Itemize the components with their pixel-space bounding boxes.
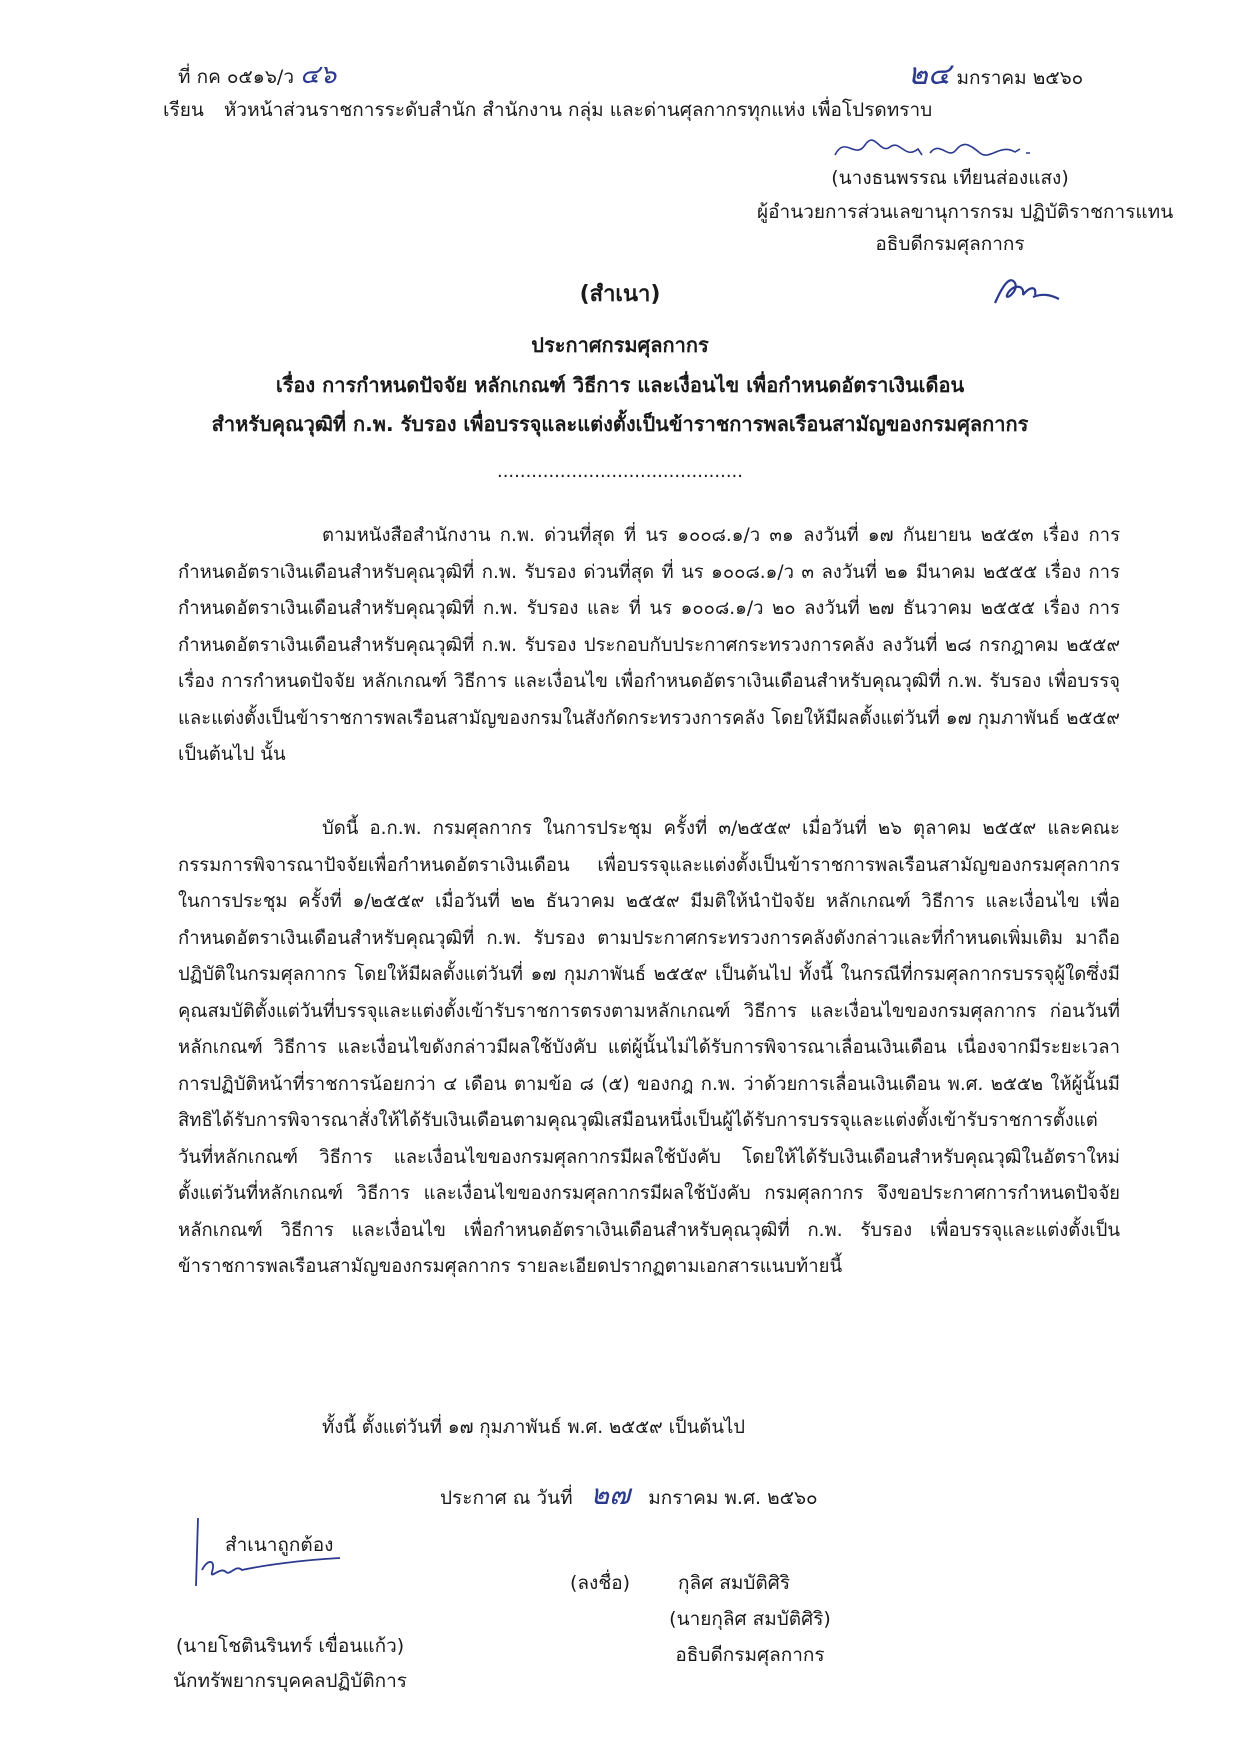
document-date: ๒๔ มกราคม ๒๕๖๐ [908,57,1084,92]
body-paragraph-1: ตามหนังสือสำนักงาน ก.พ. ด่วนที่สุด ที่ นร ๑๐๐๘.๑/ว ๓๑ ลงวันที่ ๑๗ กันยายน ๒๕๕๓ เรื่อง การกำหนดอัตราเงินเดือนสำหรับคุณวุฒิที่ ก.พ. รับรอง ด่วนที่สุด ที่ นร ๑๐๐๘.๑/ว ๓ ลงวันที่ ๒๑ มีนาคม ๒๕๕๕ เรื่อง การกำหนดอัตราเงินเดือนสำหรับคุณวุฒิที่ ก.พ. รับรอง และ ที่ นร ๑๐๐๘.๑/ว ๒๐ ลงวันที่ ๒๗ ธันวาคม ๒๕๕๕ เรื่อง การกำหนดอัตราเงินเดือนสำหรับคุณวุฒิที่ ก.พ. รับรอง ประกอบกับประกาศกระทรวงการคลัง ลงวันที่ ๒๘ กรกฎาคม ๒๕๕๙ เรื่อง การกำหนดปัจจัย หลักเกณฑ์ วิธีการ และเงื่อนไข เพื่อกำหนดอัตราเงินเดือนสำหรับคุณวุฒิที่ ก.พ. รับรอง เพื่อบรรจุและแต่งตั้งเป็นข้าราชการพลเรือนสามัญของกรมในสังกัดกระทรวงการคลัง โดยให้มีผลตั้งแต่วันที่ ๑๗ กุมภาพันธ์ ๒๕๕๙ เป็นต้นไป นั้น [178,525,1120,765]
signed-label: (ลงชื่อ) [570,1572,631,1594]
recipient-text: หัวหน้าส่วนราชการระดับสำนัก สำนักงาน กลุ่ม และด่านศุลกากรทุกแห่ง เพื่อโปรดทราบ [223,99,933,121]
recipient-label: เรียน [163,99,204,121]
announcement-date: ประกาศ ณ วันที่ ๒๗ มกราคม พ.ศ. ๒๕๖๐ [440,1478,818,1511]
announcement-subject-line1: เรื่อง การกำหนดปัจจัย หลักเกณฑ์ วิธีการ และเงื่อนไข เพื่อกำหนดอัตราเงินเดือน [275,373,965,397]
approver-name: (นางธนพรรณ เทียนส่องแสง) [831,167,1069,189]
handwritten-ref-number: ๔๖ [300,60,337,90]
announcement-title: ประกาศกรมศุลกากร [531,333,709,357]
signatory-position: อธิบดีกรมศุลกากร [675,1644,825,1666]
handwritten-date-day: ๒๔ [908,57,951,92]
title-divider: ........................................... [496,461,744,482]
handwritten-announcement-day: ๒๗ [590,1478,631,1511]
signed-name: กุลิศ สมบัติศิริ [678,1572,791,1594]
copy-mark: (สำเนา) [579,282,661,307]
approver-position-line2: อธิบดีกรมศุลกากร [875,233,1025,255]
body-paragraph-3: ทั้งนี้ ตั้งแต่วันที่ ๑๗ กุมภาพันธ์ พ.ศ. ๒๕๕๙ เป็นต้นไป [322,1417,746,1438]
signatory-name: (นายกุลิศ สมบัติศิริ) [669,1608,831,1630]
certified-copy-label: สำเนาถูกต้อง [225,1534,334,1556]
certified-copy-name: (นายโชตินรินทร์ เขื่อนแก้ว) [175,1635,405,1657]
recipient-line [163,97,932,123]
body-paragraph-2: บัดนี้ อ.ก.พ. กรมศุลกากร ในการประชุม ครั้งที่ ๓/๒๕๕๙ เมื่อวันที่ ๒๖ ตุลาคม ๒๕๕๙ และคณะกรรมการพิจารณาปัจจัยเพื่อกำหนดอัตราเงินเดือน เพื่อบรรจุและแต่งตั้งเป็นข้าราชการพลเรือนสามัญของกรมศุลกากร ในการประชุม ครั้งที่ ๑/๒๕๕๙ เมื่อวันที่ ๒๒ ธันวาคม ๒๕๕๙ มีมติให้นำปัจจัย หลักเกณฑ์ วิธีการ และเงื่อนไข เพื่อกำหนดอัตราเงินเดือนสำหรับคุณวุฒิที่ ก.พ. รับรอง ตามประกาศกระทรวงการคลังดังกล่าวและที่กำหนดเพิ่มเติม มาถือปฏิบัติในกรมศุลกากร โดยให้มีผลตั้งแต่วันที่ ๑๗ กุมภาพันธ์ ๒๕๕๙ เป็นต้นไป ทั้งนี้ ในกรณีที่กรมศุลกากรบรรจุผู้ใดซึ่งมีคุณสมบัติตั้งแต่วันที่บรรจุและแต่งตั้งเข้ารับราชการตรงตามหลักเกณฑ์ วิธีการ และเงื่อนไขของกรมศุลกากร ก่อนวันที่หลักเกณฑ์ วิธีการ และเงื่อนไขดังกล่าวมีผลใช้บังคับ แต่ผู้นั้นไม่ได้รับการพิจารณาเลื่อนเงินเดือน เนื่องจากมีระยะเวลาการปฏิบัติหน้าที่ราชการน้อยกว่า ๔ เดือน ตามข้อ ๘ (๕) ของกฎ ก.พ. ว่าด้วยการเลื่อนเงินเดือน พ.ศ. ๒๕๕๒ ให้ผู้นั้นมีสิทธิได้รับการพิจารณาสั่งให้ได้รับเงินเดือนตามคุณวุฒิเสมือนหนึ่งเป็นผู้ได้รับการบรรจุและแต่งตั้งเข้ารับราชการตั้งแต่วันที่หลักเกณฑ์ วิธีการ และเงื่อนไขของกรมศุลกากรมีผลใช้บังคับ โดยให้ได้รับเงินเดือนสำหรับคุณวุฒิในอัตราใหม่ ตั้งแต่วันที่หลักเกณฑ์ วิธีการ และเงื่อนไขของกรมศุลกากรมีผลใช้บังคับ กรมศุลกากร จึงขอประกาศการกำหนดปัจจัย หลักเกณฑ์ วิธีการ และเงื่อนไข เพื่อกำหนดอัตราเงินเดือนสำหรับคุณวุฒิที่ ก.พ. รับรอง เพื่อบรรจุและแต่งตั้งเป็นข้าราชการพลเรือนสามัญของกรมศุลกากร รายละเอียดปรากฏตามเอกสารแนบท้ายนี้ [178,818,1120,1277]
reference-number: ที่ กค ๐๕๑๖/ว ๔๖ [178,60,337,90]
approver-position-line1: ผู้อำนวยการส่วนเลขานุการกรม ปฏิบัติราชการแทน [757,201,1174,223]
certified-copy-position: นักทรัพยากรบุคคลปฏิบัติการ [173,1670,407,1692]
announcement-subject-line2: สำหรับคุณวุฒิที่ ก.พ. รับรอง เพื่อบรรจุและแต่งตั้งเป็นข้าราชการพลเรือนสามัญของกรมศุลกากร [211,412,1029,436]
